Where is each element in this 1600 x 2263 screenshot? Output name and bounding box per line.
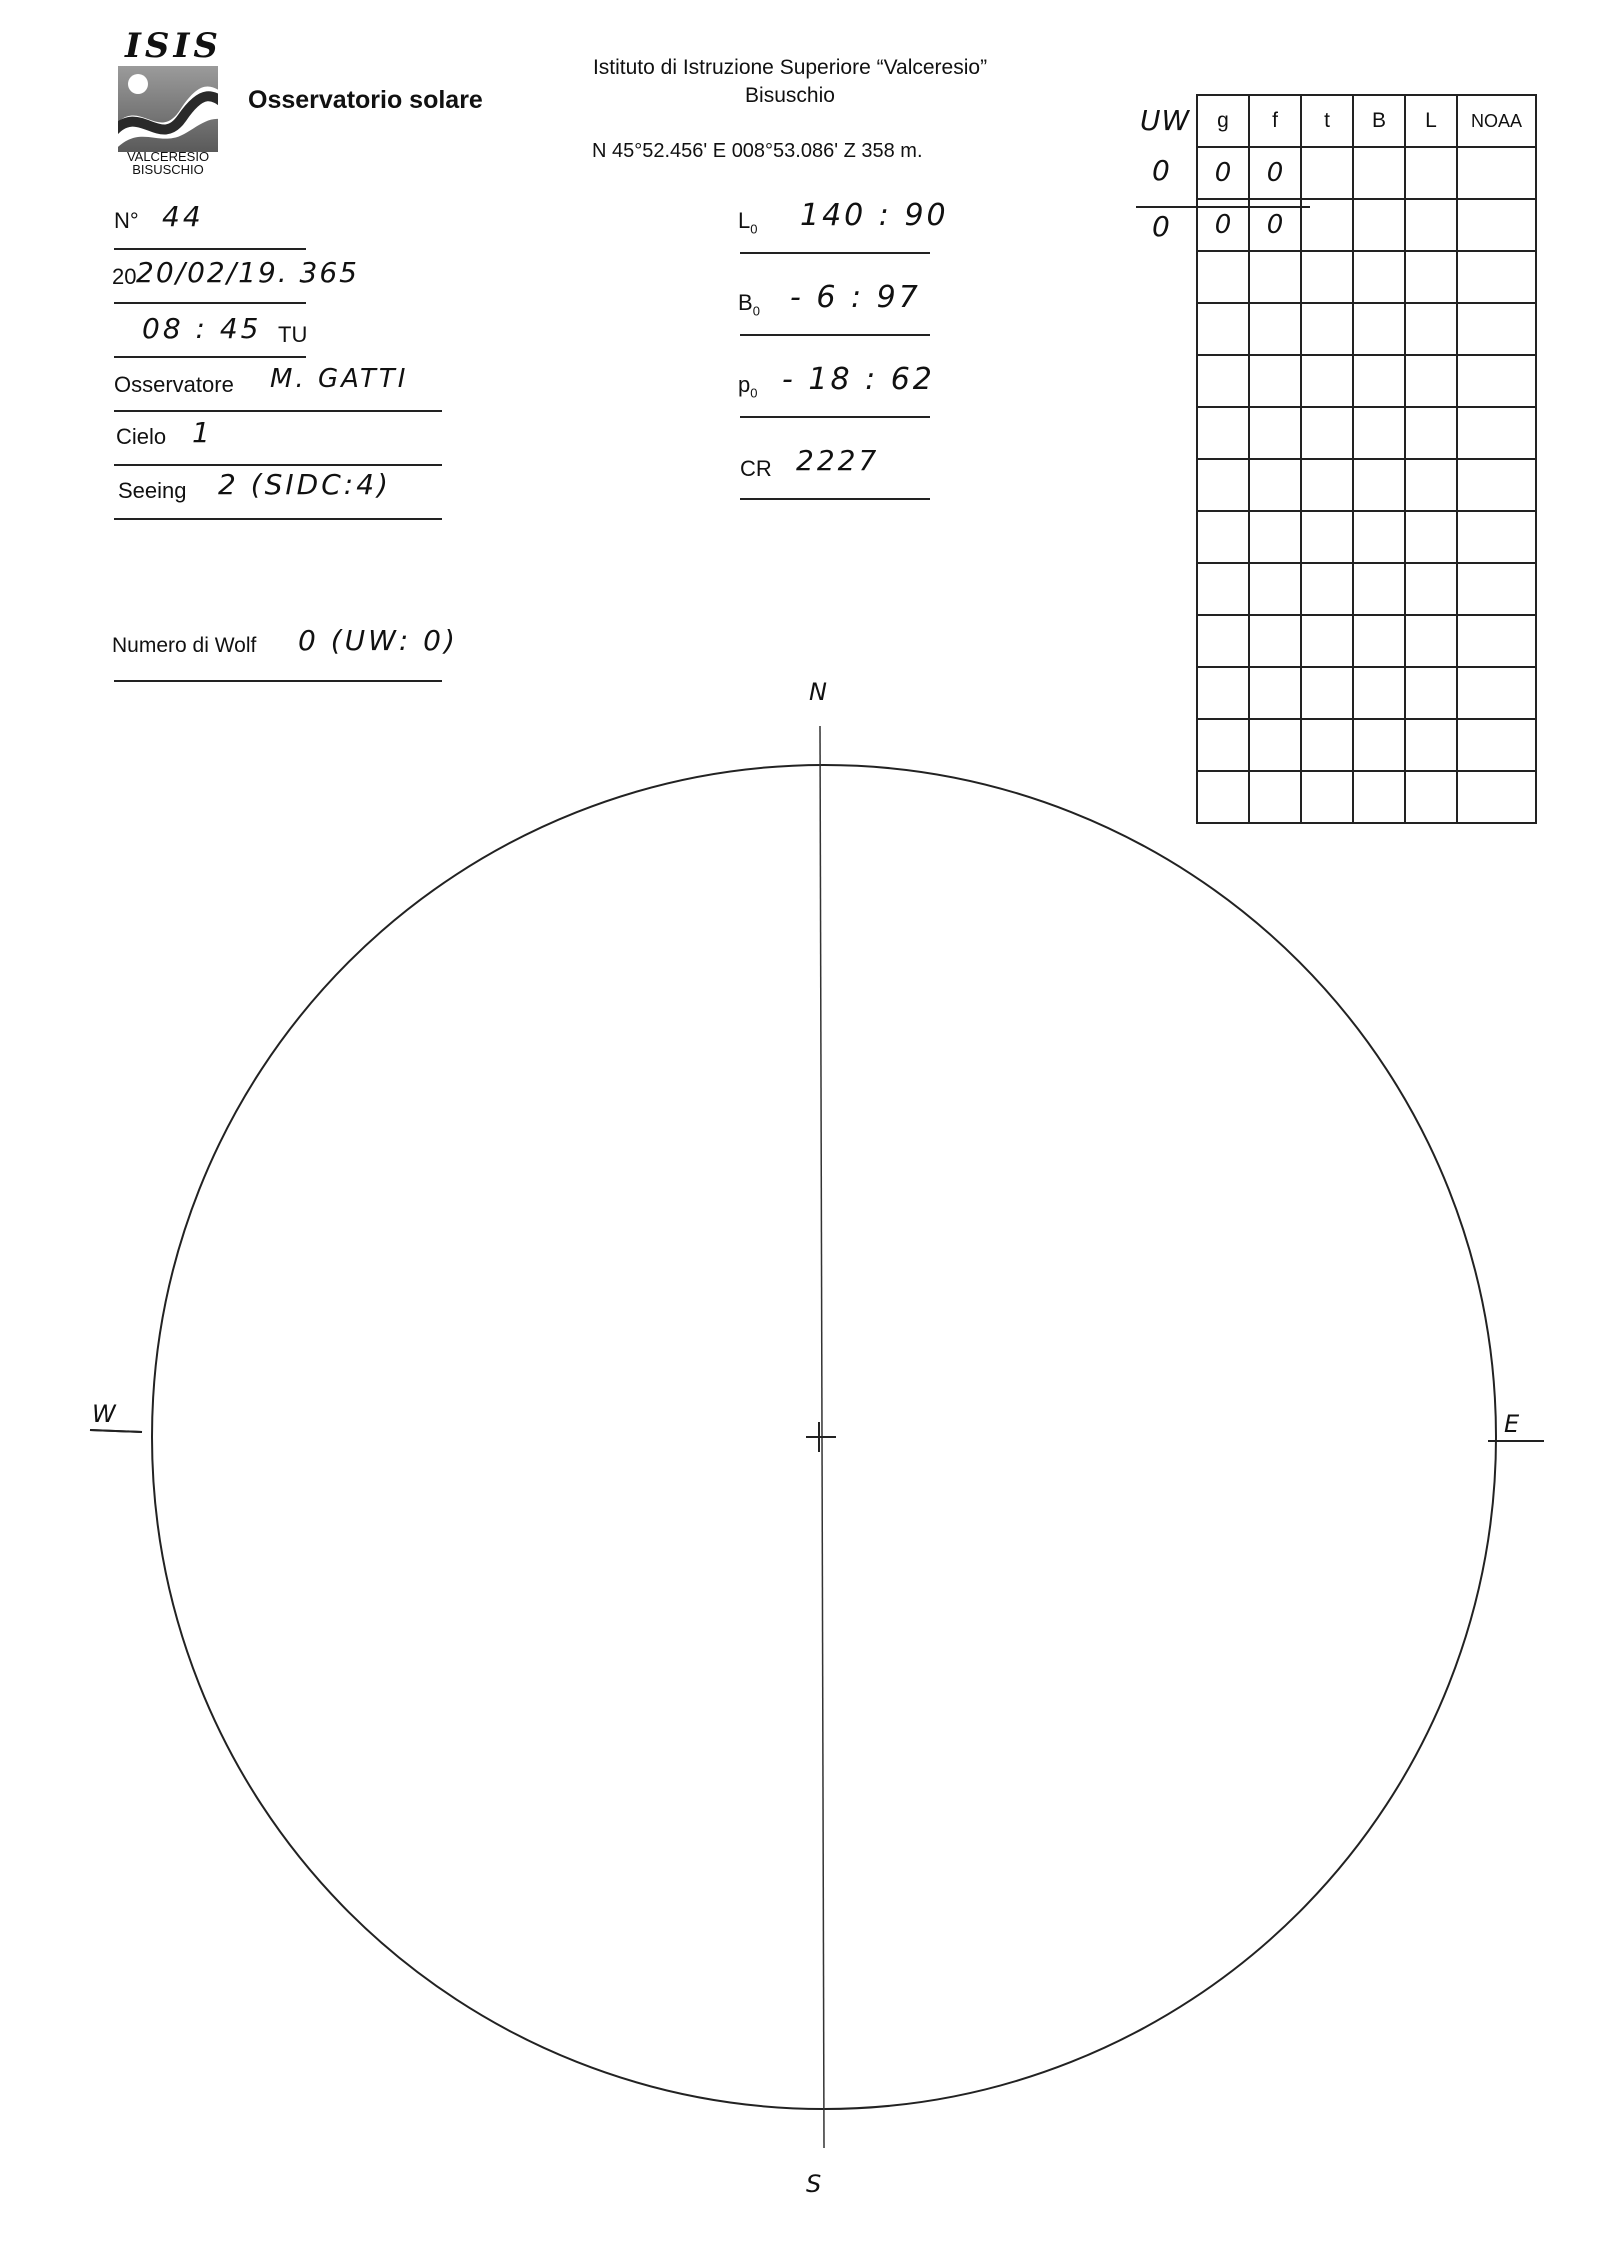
date-prefix: 20: [112, 264, 137, 289]
observer-value: M. GATTI: [270, 364, 409, 394]
b0-letter: B: [738, 290, 753, 315]
table-header-b: B: [1353, 95, 1405, 147]
p0-subscript: 0: [750, 385, 758, 401]
table-header-l: L: [1405, 95, 1457, 147]
observatory-title: Osservatorio solare: [248, 86, 483, 114]
p0-letter: p: [738, 372, 751, 397]
l0-letter: L: [738, 208, 751, 233]
cr-value: 2227: [796, 444, 880, 477]
logo-subtitle-line1: VALCERESIO: [126, 149, 210, 164]
cardinal-south: S: [806, 2170, 822, 2198]
observatory-coordinates: N 45°52.456' E 008°53.086' Z 358 m.: [592, 140, 923, 162]
l0-value: 140 : 90: [800, 198, 949, 233]
table-header-f: f: [1249, 95, 1301, 147]
wolf-label: Numero di Wolf: [112, 634, 257, 657]
sky-value: 1: [192, 416, 213, 449]
date-value: 20/02/19. 365: [136, 256, 359, 289]
cardinal-east: E: [1504, 1410, 1520, 1438]
cr-label: CR: [740, 456, 772, 481]
table-cell-value: 0: [1214, 158, 1232, 188]
cardinal-north: N: [809, 678, 827, 706]
institute-town: Bisuschio: [745, 84, 835, 107]
cardinal-west: W: [92, 1400, 116, 1428]
logo-subtitle-line2: BISUSCHIO: [132, 162, 204, 177]
table-cell-value: 0: [1266, 158, 1284, 188]
observer-label: Osservatore: [114, 372, 234, 397]
p0-value: - 18 : 62: [782, 362, 935, 397]
time-unit: TU: [278, 322, 308, 347]
b0-subscript: 0: [752, 303, 760, 319]
west-tick-outer: [90, 1430, 142, 1432]
table-row1-label: 0: [1152, 154, 1173, 187]
table-header-noaa: NOAA: [1457, 95, 1536, 147]
table-header-g: g: [1197, 95, 1249, 147]
table-row2-label: 0: [1152, 210, 1173, 243]
seeing-value: 2 (SIDC:4): [218, 468, 391, 501]
time-value: 08 : 45: [142, 312, 262, 345]
table-cell-value: 0: [1266, 210, 1284, 240]
table-uw-header: UW: [1140, 104, 1191, 137]
seeing-label: Seeing: [118, 478, 187, 503]
l0-subscript: 0: [750, 221, 758, 237]
institute-name: Istituto di Istruzione Superiore “Valceresio”: [592, 56, 988, 79]
number-value: 44: [162, 200, 204, 233]
table-header-t: t: [1301, 95, 1353, 147]
b0-value: - 6 : 97: [790, 280, 921, 315]
wolf-value: 0 (UW: 0): [298, 624, 458, 657]
table-cell-value: 0: [1214, 210, 1232, 240]
sky-label: Cielo: [116, 424, 167, 449]
number-label: N°: [114, 208, 139, 233]
logo-brand-text: ISIS: [125, 26, 222, 66]
